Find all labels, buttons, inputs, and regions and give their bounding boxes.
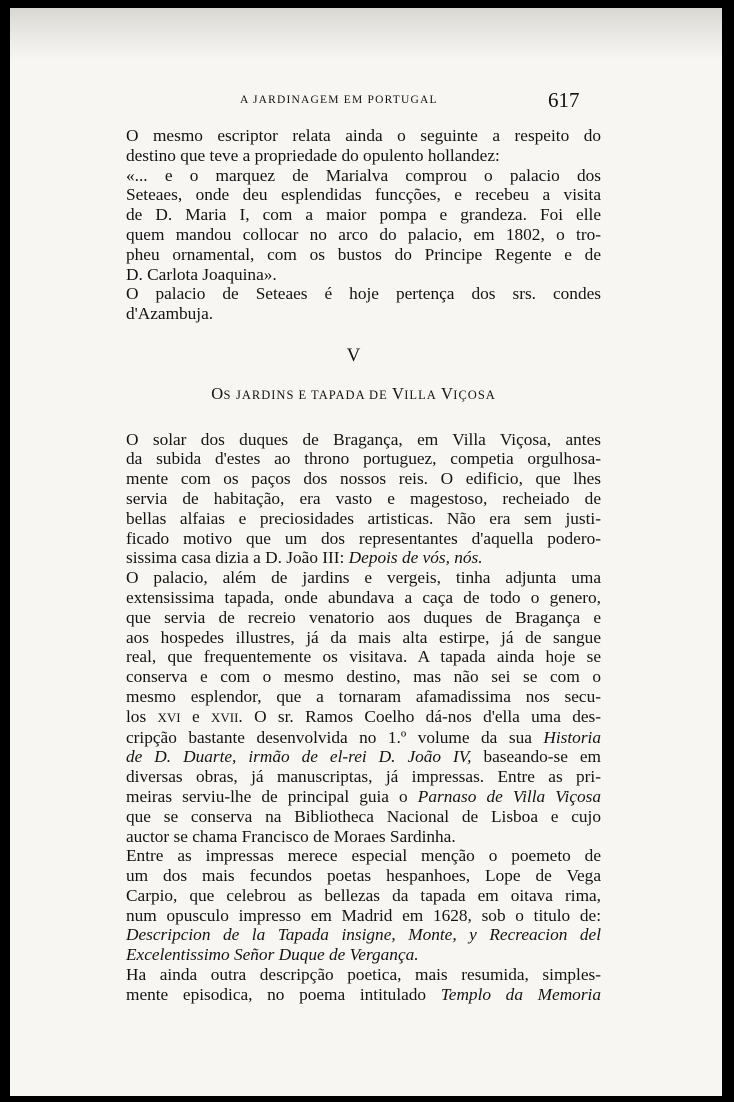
text-line: conserva e com o mesmo destino, mas não sei se com o	[126, 667, 601, 687]
book-title: Descripcion de la Tapada insigne, Monte, y Recreacion del	[126, 925, 601, 945]
text-line: servia de habitação, era vasto e magestoso, recheiado de	[126, 488, 601, 508]
section-title	[106, 384, 601, 406]
text-line: da subida d'estes ao throno portuguez, competia orgulhosa-	[126, 449, 601, 469]
text-line: O palacio, além de jardins e vergeis, tinha adjunta uma	[126, 568, 601, 588]
text-line: que servia de recreio venatorio aos duques de Bragança e	[126, 607, 601, 627]
text-run: sissima casa dizia a D. João III:	[126, 548, 349, 568]
book-title: Excelentissimo Señor Duque de Vergança.	[126, 945, 419, 965]
title-initial: O	[211, 383, 224, 403]
text-line: Carpio, que celebrou as bellezas da tapada em oitava rima,	[126, 885, 601, 905]
running-head	[10, 88, 722, 114]
text-line: extensissima tapada, onde abundava a caça de todo o genero,	[126, 587, 601, 607]
page-edge-shading	[10, 8, 722, 60]
text-line: mesmo esplendor, que a tornaram afamadissima nos secu-	[126, 686, 601, 706]
text-line: D. Carlota Joaquina».	[126, 264, 277, 284]
chapter-numeral: V	[346, 344, 361, 366]
text-line: Entre as impressas merece especial menção o poemeto de	[126, 846, 601, 866]
title-initial: V	[440, 383, 454, 403]
text-run: baseando-se em	[471, 747, 601, 767]
title-smallcaps: ILLA	[404, 387, 437, 402]
paragraph-5	[106, 568, 601, 846]
text-line	[106, 548, 601, 568]
book-title: Parnaso de Villa Viçosa	[417, 786, 601, 806]
text-run: . O sr. Ramos Coelho dá-nos d'ella uma des-	[238, 706, 602, 726]
text-line: pheu ornamental, com os bustos do Principe Regente e de	[126, 244, 601, 264]
text-line	[106, 747, 601, 767]
text-line: O palacio de Seteaes é hoje pertença dos srs. condes	[126, 284, 601, 304]
text-line	[106, 707, 601, 728]
page-number: 617	[548, 88, 580, 112]
paragraph-6	[106, 846, 601, 965]
text-line: Ha ainda outra descripção poetica, mais resumida, simples-	[126, 965, 601, 985]
text-line: um dos mais fecundos poetas hespanhoes, Lope de Vega	[126, 866, 601, 886]
text-line: O mesmo escriptor relata ainda o seguinte a respeito do	[126, 126, 601, 145]
text-line: quem mandou collocar no arco do palacio, em 1802, o tro-	[126, 224, 601, 244]
text-line: diversas obras, já manuscriptas, já impressas. Entre as pri-	[126, 767, 601, 787]
text-line: de D. Maria I, com a maior pompa e grandeza. Foi elle	[126, 205, 601, 225]
text-line: «... e o marquez de Marialva comprou o palacio dos	[126, 165, 601, 185]
text-line	[106, 945, 601, 965]
text-line	[106, 728, 601, 748]
body-text	[106, 126, 601, 1005]
running-title: A JARDINAGEM EM PORTUGAL	[240, 94, 438, 106]
text-line: bellas alfaias e preciosidades artisticas. Não era sem justi-	[126, 508, 601, 528]
text-line: mente com os paços dos nossos reis. O edificio, que lhes	[126, 469, 601, 489]
text-run: mente episodica, no poema intitulado	[126, 984, 441, 1004]
paragraph-1	[106, 126, 601, 166]
text-run: cripção bastante desenvolvida no 1.º volume da sua	[126, 727, 544, 747]
book-title: Historia	[543, 727, 601, 747]
title-smallcaps: JARDINS E TAPADA DE	[236, 387, 388, 402]
book-title: de D. Duarte, irmão de el-rei D. João IV,	[126, 747, 472, 767]
text-line: ficado motivo que um dos representantes d'aquella podero-	[126, 528, 601, 548]
text-line	[106, 925, 601, 945]
paragraph-3	[106, 284, 601, 324]
text-line: auctor se chama Francisco de Moraes Sardinha.	[126, 826, 456, 846]
book-title: Templo da Memoria	[440, 984, 601, 1004]
book-page	[10, 8, 722, 1096]
italic-quote: Depois de vós, nós.	[348, 548, 483, 568]
text-line: O solar dos duques de Bragança, em Villa Viçosa, antes	[126, 429, 601, 449]
text-line: num opusculo impresso em Madrid em 1628, sob o titulo de:	[126, 905, 601, 925]
text-run: meiras serviu-lhe de principal guia o	[126, 786, 418, 806]
title-initial: V	[391, 383, 405, 403]
text-line	[106, 787, 601, 807]
paragraph-4	[106, 430, 601, 569]
century-numeral: XVII	[210, 709, 239, 725]
title-smallcaps: S	[223, 387, 232, 402]
text-line: destino que teve a propriedade do opulento hollandez:	[126, 145, 500, 165]
text-run: e	[180, 706, 211, 726]
text-line	[106, 985, 601, 1005]
title-smallcaps: IÇOSA	[453, 387, 496, 402]
text-line: Seteaes, onde deu esplendidas funcções, e recebeu a visita	[126, 185, 601, 205]
text-run: los	[126, 706, 158, 726]
text-line: que se conserva na Bibliotheca Nacional de Lisboa e cujo	[126, 806, 601, 826]
paragraph-2-quote	[106, 166, 601, 285]
text-line: real, que frequentemente os visitava. A tapada ainda hoje se	[126, 647, 601, 667]
paragraph-7	[106, 965, 601, 1005]
text-line: d'Azambuja.	[126, 304, 214, 324]
text-line: aos hospedes illustres, já da mais alta estirpe, já de sangue	[126, 627, 601, 647]
century-numeral: XVI	[157, 709, 181, 725]
